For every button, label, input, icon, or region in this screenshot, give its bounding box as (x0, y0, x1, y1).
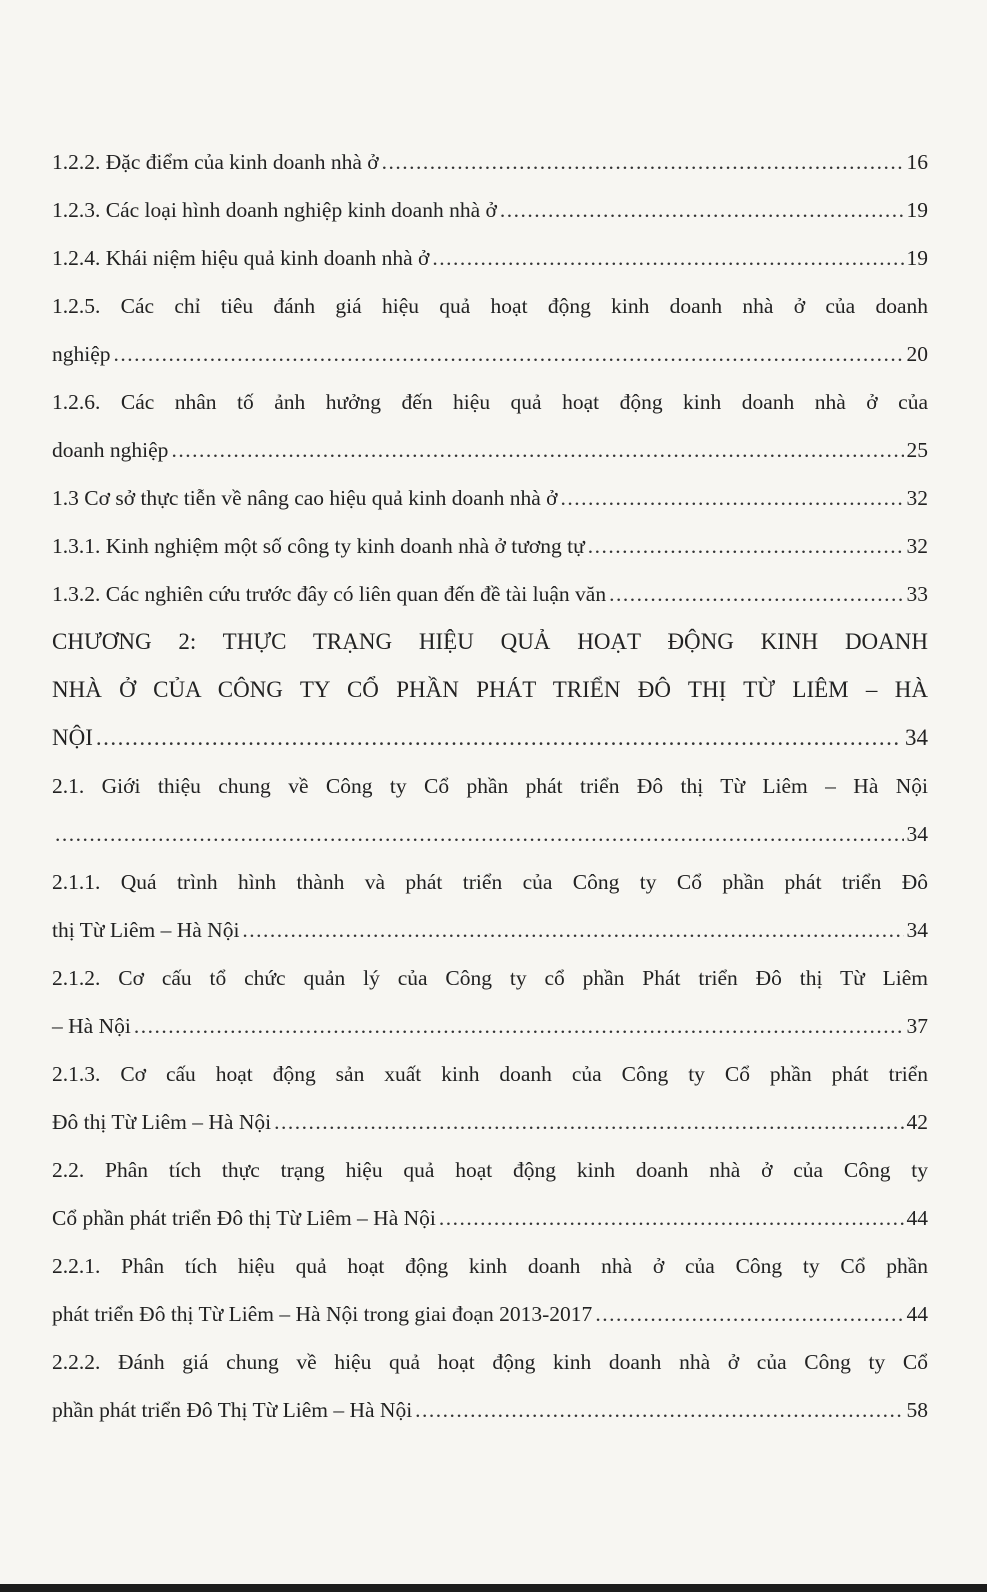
toc-entry[interactable] (52, 437, 928, 485)
dot-leader (609, 581, 903, 607)
dot-leader (55, 821, 904, 847)
toc-page-number: 25 (906, 438, 928, 462)
toc-entry-title: 1.3.1. Kinh nghiệm một số công ty kinh doanh nhà ở tương tự (52, 534, 585, 558)
scan-edge-bar (0, 1584, 987, 1592)
toc-entry-line[interactable]: 2.2.1. Phân tích hiệu quả hoạt động kinh doanh nhà ở của Công ty Cổ phần (52, 1254, 928, 1278)
table-of-contents (52, 149, 928, 1445)
dot-leader (415, 1397, 903, 1423)
toc-page-number: 33 (906, 582, 928, 606)
toc-page-number: 44 (906, 1302, 928, 1326)
toc-entry[interactable] (52, 1397, 928, 1445)
toc-page-number: 19 (906, 198, 928, 222)
toc-entry-title: 1.2.4. Khái niệm hiệu quả kinh doanh nhà ở (52, 246, 430, 270)
toc-entry[interactable] (52, 1301, 928, 1349)
dot-leader (561, 485, 904, 511)
toc-entry-line[interactable]: 1.2.5. Các chỉ tiêu đánh giá hiệu quả hoạt động kinh doanh nhà ở của doanh (52, 294, 928, 318)
toc-entry-title: nghiệp (52, 342, 111, 366)
toc-entry-line[interactable]: 2.1. Giới thiệu chung về Công ty Cổ phần phát triển Đô thị Từ Liêm – Hà Nội (52, 774, 928, 798)
toc-entry-title: thị Từ Liêm – Hà Nội (52, 918, 240, 942)
dot-leader (432, 245, 903, 271)
toc-entry[interactable] (52, 821, 928, 869)
dot-leader (439, 1205, 904, 1231)
chapter-heading-line[interactable]: CHƯƠNG 2: THỰC TRẠNG HIỆU QUẢ HOẠT ĐỘNG KINH DOANH (52, 629, 928, 654)
toc-entry[interactable] (52, 1013, 928, 1061)
toc-entry[interactable] (52, 485, 928, 533)
chapter-heading-line[interactable]: NHÀ Ở CỦA CÔNG TY CỔ PHẦN PHÁT TRIỂN ĐÔ THỊ TỪ LIÊM – HÀ (52, 677, 928, 702)
dot-leader (500, 197, 904, 223)
dot-leader (274, 1109, 903, 1135)
toc-entry[interactable] (52, 197, 928, 245)
toc-page-number: 34 (905, 725, 928, 750)
toc-page-number: 58 (906, 1398, 928, 1422)
toc-entry[interactable] (52, 245, 928, 293)
toc-page-number: 42 (906, 1110, 928, 1134)
toc-entry-title: NỘI (52, 725, 93, 750)
toc-entry-title: phần phát triển Đô Thị Từ Liêm – Hà Nội (52, 1398, 413, 1422)
toc-entry[interactable] (52, 917, 928, 965)
toc-entry-title: 1.3 Cơ sở thực tiễn về nâng cao hiệu quả kinh doanh nhà ở (52, 486, 558, 510)
dot-leader (595, 1301, 903, 1327)
toc-entry-title: 1.2.2. Đặc điểm của kinh doanh nhà ở (52, 150, 379, 174)
toc-entry-title: phát triển Đô thị Từ Liêm – Hà Nội trong giai đoạn 2013-2017 (52, 1302, 593, 1326)
dot-leader (588, 533, 904, 559)
toc-entry[interactable] (52, 1205, 928, 1253)
toc-page-number: 16 (906, 150, 928, 174)
toc-entry-line[interactable]: 2.1.2. Cơ cấu tổ chức quản lý của Công ty cổ phần Phát triển Đô thị Từ Liêm (52, 966, 928, 990)
toc-page-number: 37 (906, 1014, 928, 1038)
toc-entry-line[interactable]: 2.1.3. Cơ cấu hoạt động sản xuất kinh doanh của Công ty Cổ phần phát triển (52, 1062, 928, 1086)
dot-leader (382, 149, 904, 175)
toc-page-number: 19 (906, 246, 928, 270)
toc-entry-title: doanh nghiệp (52, 438, 169, 462)
toc-entry-title: 1.3.2. Các nghiên cứu trước đây có liên quan đến đề tài luận văn (52, 582, 607, 606)
chapter-heading[interactable] (52, 725, 928, 773)
toc-entry[interactable] (52, 149, 928, 197)
toc-entry-line[interactable]: 2.2. Phân tích thực trạng hiệu quả hoạt động kinh doanh nhà ở của Công ty (52, 1158, 928, 1182)
toc-page-number: 34 (906, 918, 928, 942)
dot-leader (114, 341, 904, 367)
toc-page-number: 44 (906, 1206, 928, 1230)
dot-leader (96, 725, 902, 751)
dot-leader (242, 917, 903, 943)
toc-page-number: 34 (906, 822, 928, 846)
toc-entry[interactable] (52, 1109, 928, 1157)
toc-entry-line[interactable]: 2.1.1. Quá trình hình thành và phát triển của Công ty Cổ phần phát triển Đô (52, 870, 928, 894)
toc-entry-title: Đô thị Từ Liêm – Hà Nội (52, 1110, 272, 1134)
toc-entry-title: 1.2.3. Các loại hình doanh nghiệp kinh doanh nhà ở (52, 198, 497, 222)
toc-entry-line[interactable]: 1.2.6. Các nhân tố ảnh hưởng đến hiệu quả hoạt động kinh doanh nhà ở của (52, 390, 928, 414)
toc-entry-title: – Hà Nội (52, 1014, 131, 1038)
dot-leader (134, 1013, 904, 1039)
toc-entry[interactable] (52, 341, 928, 389)
dot-leader (171, 437, 903, 463)
toc-page-number: 20 (906, 342, 928, 366)
toc-entry-line[interactable]: 2.2.2. Đánh giá chung về hiệu quả hoạt động kinh doanh nhà ở của Công ty Cổ (52, 1350, 928, 1374)
toc-entry-title: Cổ phần phát triển Đô thị Từ Liêm – Hà Nội (52, 1206, 436, 1230)
toc-entry[interactable] (52, 581, 928, 629)
toc-page-number: 32 (906, 534, 928, 558)
toc-entry[interactable] (52, 533, 928, 581)
toc-page-number: 32 (906, 486, 928, 510)
